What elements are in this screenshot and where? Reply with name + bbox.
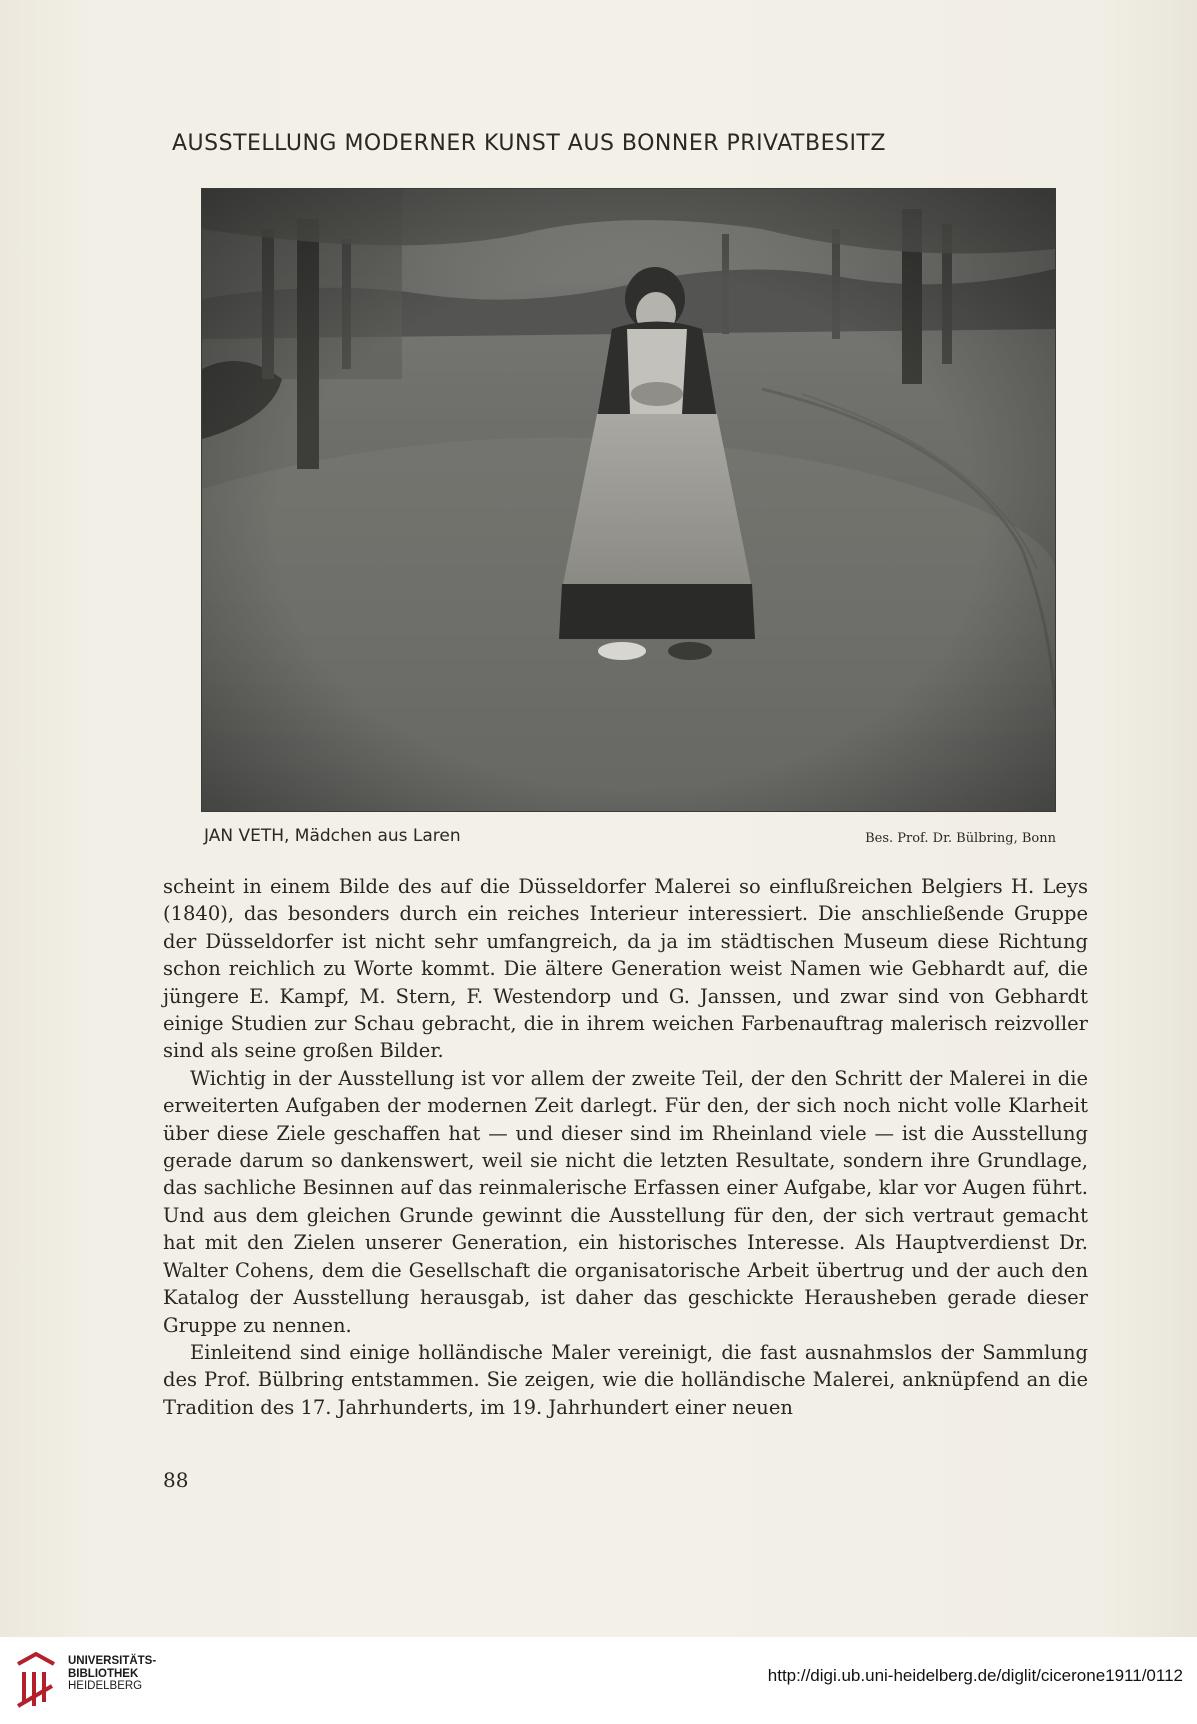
painting-reproduction <box>202 189 1055 811</box>
paragraph: Wichtig in der Ausstellung ist vor allem der zweite Teil, der den Schritt der Malerei in die erweiterten Aufgaben der modernen Zeit darlegt. Für den, der sich noch nicht volle Klarheit über diese Ziele geschaffen hat — und dieser sind im Rheinland viele — ist die Ausstellung gerade darum so dankenswert, weil sie nicht die letzten Resultate, sondern ihre Grundlage, das sachliche Besinnen auf das reinmalerische Erfassen einer Aufgabe, klar vor Augen führt. Und aus dem gleichen Grunde gewinnt die Ausstellung für den, der sich vertraut gemacht hat mit den Zielen unserer Generation, ein historisches Interesse. Als Hauptverdienst Dr. Walter Cohens, dem die Gesellschaft die organisatorische Arbeit übertrug und der auch den Katalog der Ausstellung herausgab, ist daher das geschickte Herausheben gerade dieser Gruppe zu nennen. <box>163 1066 1088 1337</box>
figure-caption-artist: JAN VETH, Mädchen aus Laren <box>204 826 461 846</box>
university-library-logo-icon <box>14 1650 58 1710</box>
library-name-line: UNIVERSITÄTS- <box>68 1655 157 1667</box>
figure-caption-owner: Bes. Prof. Dr. Bülbring, Bonn <box>865 831 1056 846</box>
library-name <box>68 1655 156 1693</box>
running-title: AUSSTELLUNG MODERNER KUNST AUS BONNER PRIVATBESITZ <box>172 131 886 156</box>
library-name-line: HEIDELBERG <box>68 1680 143 1692</box>
page-number: 88 <box>163 1468 189 1492</box>
painting-image <box>202 189 1055 811</box>
permalink-url[interactable]: http://digi.ub.uni-heidelberg.de/diglit/cicerone1911/0112 <box>767 1666 1183 1685</box>
article-body <box>163 873 1088 1421</box>
paragraph: Einleitend sind einige holländische Maler vereinigt, die fast ausnahmslos der Sammlung des Prof. Bülbring entstammen. Sie zeigen, wie die holländische Malerei, anknüpfend an die Tradition des 17. Jahrhunderts, im 19. Jahrhundert einer neuen <box>163 1340 1088 1419</box>
paragraph: scheint in einem Bilde des auf die Düsseldorfer Malerei so einflußreichen Belgiers H. Leys (1840), das besonders durch ein reiches Interieur interessiert. Die anschließende Gruppe der Düsseldorfer ist nicht sehr umfangreich, da ja im städtischen Museum diese Richtung schon reichlich zu Worte kommt. Die ältere Generation weist Namen wie Gebhardt auf, die jüngere E. Kampf, M. Stern, F. Westendorp und G. Janssen, und zwar sind von Gebhardt einige Studien zur Schau gebracht, die in ihrem weichen Farbenauftrag malerisch reizvoller sind als seine großen Bilder. <box>163 875 1088 1063</box>
library-name-line: BIBLIOTHEK <box>68 1667 139 1680</box>
